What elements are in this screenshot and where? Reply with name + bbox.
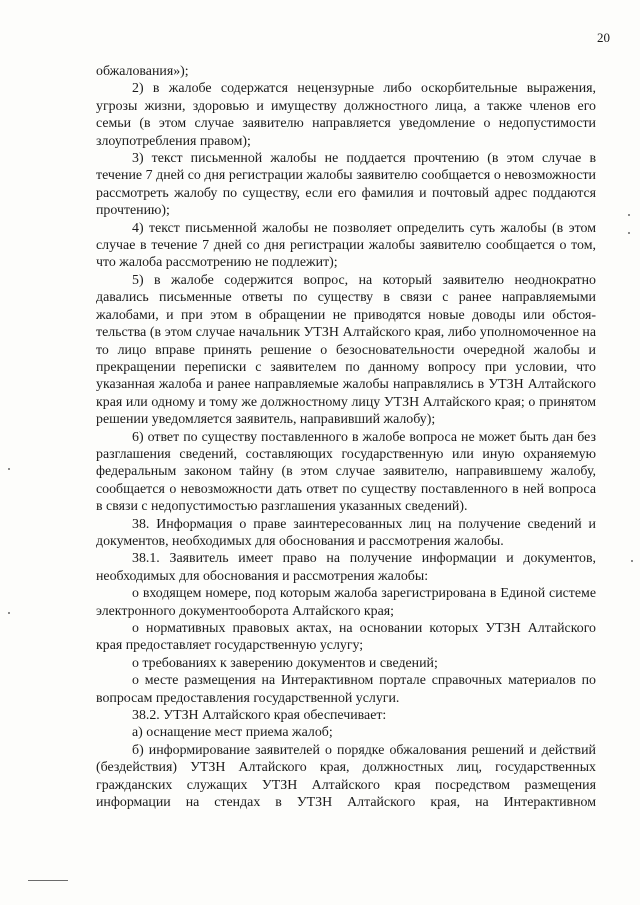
item-b: б) информирование заявителей о порядке обжалования решений и действий (бездействия) УТЗН Алтайского края, должностных лиц, государственных гражданских служащих УТЗН Алтайского края посредством размещения информации на стендах в УТЗН Алтайского края, на Интерактивном: [96, 742, 596, 811]
item-a: а) оснащение мест приема жалоб;: [132, 725, 333, 741]
section-38-1: 38.1. Заявитель имеет право на получение информации и документов, необходимых для обоснования и рассмотрения жалобы:: [96, 551, 596, 584]
list-item-5: 5) в жалобе содержится вопрос, на который заявителю неоднократно давались письменные ответы по существу в связи с ранее направляемыми жалобами, и при этом в обращении не приводятся новые доводы или обстоятельства (в этом случае начальник УТЗН Алтайского края, либо уполномоченное на то лицо вправе принять решение о безосновательности очередной жалобы и прекращении переписки с заявителем по данному вопросу при условии, что указанная жалоба и ранее направляемые жалобы направлялись в УТЗН Алтайского края или одному и тому же должностному лицу УТЗН Алтайского края; о принятом решении уведомляется заявитель, направивший жалобу);: [96, 272, 596, 428]
scan-speck: [631, 560, 633, 562]
list-item-4: 4) текст письменной жалобы не позволяет определить суть жалобы (в этом случае в течение 7 дней со дня регистрации жалобы заявителю сообщается о том, что жалоба рассмотрению не подлежит);: [96, 220, 596, 271]
page-number: 20: [597, 30, 610, 45]
scan-speck: [8, 612, 10, 614]
info-item-portal: о месте размещения на Интерактивном портале справочных материалов по вопросам предоставления государственной услуги.: [96, 673, 596, 706]
list-item-6: 6) ответ по существу поставленного в жалобе вопроса не может быть дан без разглашения сведений, составляющих государственную или иную охраняемую федеральным законом тайну (в этом случае заявителю, направившему жалобу, сообщается о невозможности дать ответ по существу поставленного в ней вопроса в связи с недопустимостью разглашения указанных сведений).: [96, 429, 596, 515]
scan-speck: [628, 214, 630, 216]
section-38-2: 38.2. УТЗН Алтайского края обеспечивает:: [132, 708, 387, 724]
info-item-normative-acts: о нормативных правовых актах, на основании которых УТЗН Алтайского края предоставляет государственную услугу;: [96, 621, 596, 654]
list-item-2: 2) в жалобе содержатся нецензурные либо оскорбительные выражения, угрозы жизни, здоровью и имуществу должностного лица, а также членов его семьи (в этом случае заявителю направляется уведомление о недопустимости злоупотребления правом);: [96, 81, 596, 149]
scan-speck: [8, 468, 10, 470]
info-item-incoming-number: о входящем номере, под которым жалоба зарегистрирована в Единой системе электронного документооборота Алтайского края;: [96, 586, 596, 619]
list-item-3: 3) текст письменной жалобы не поддается прочтению (в этом случае в течение 7 дней со дня регистрации жалобы заявителю сообщается о невозможности рассмотреть жалобу по существу, если его фамилия и почтовый адрес поддаются прочтению);: [96, 151, 596, 219]
document-body: [96, 63, 596, 811]
info-item-requirements: о требованиях к заверению документов и сведений;: [132, 655, 438, 671]
scan-edge-line: [28, 880, 68, 881]
scan-speck: [628, 232, 630, 234]
paragraph-continuation: обжалования»);: [96, 64, 189, 79]
section-38-heading: 38. Информация о праве заинтересованных лиц на получение сведений и документов, необходимых для обоснования и рассмотрения жалобы.: [96, 516, 596, 549]
